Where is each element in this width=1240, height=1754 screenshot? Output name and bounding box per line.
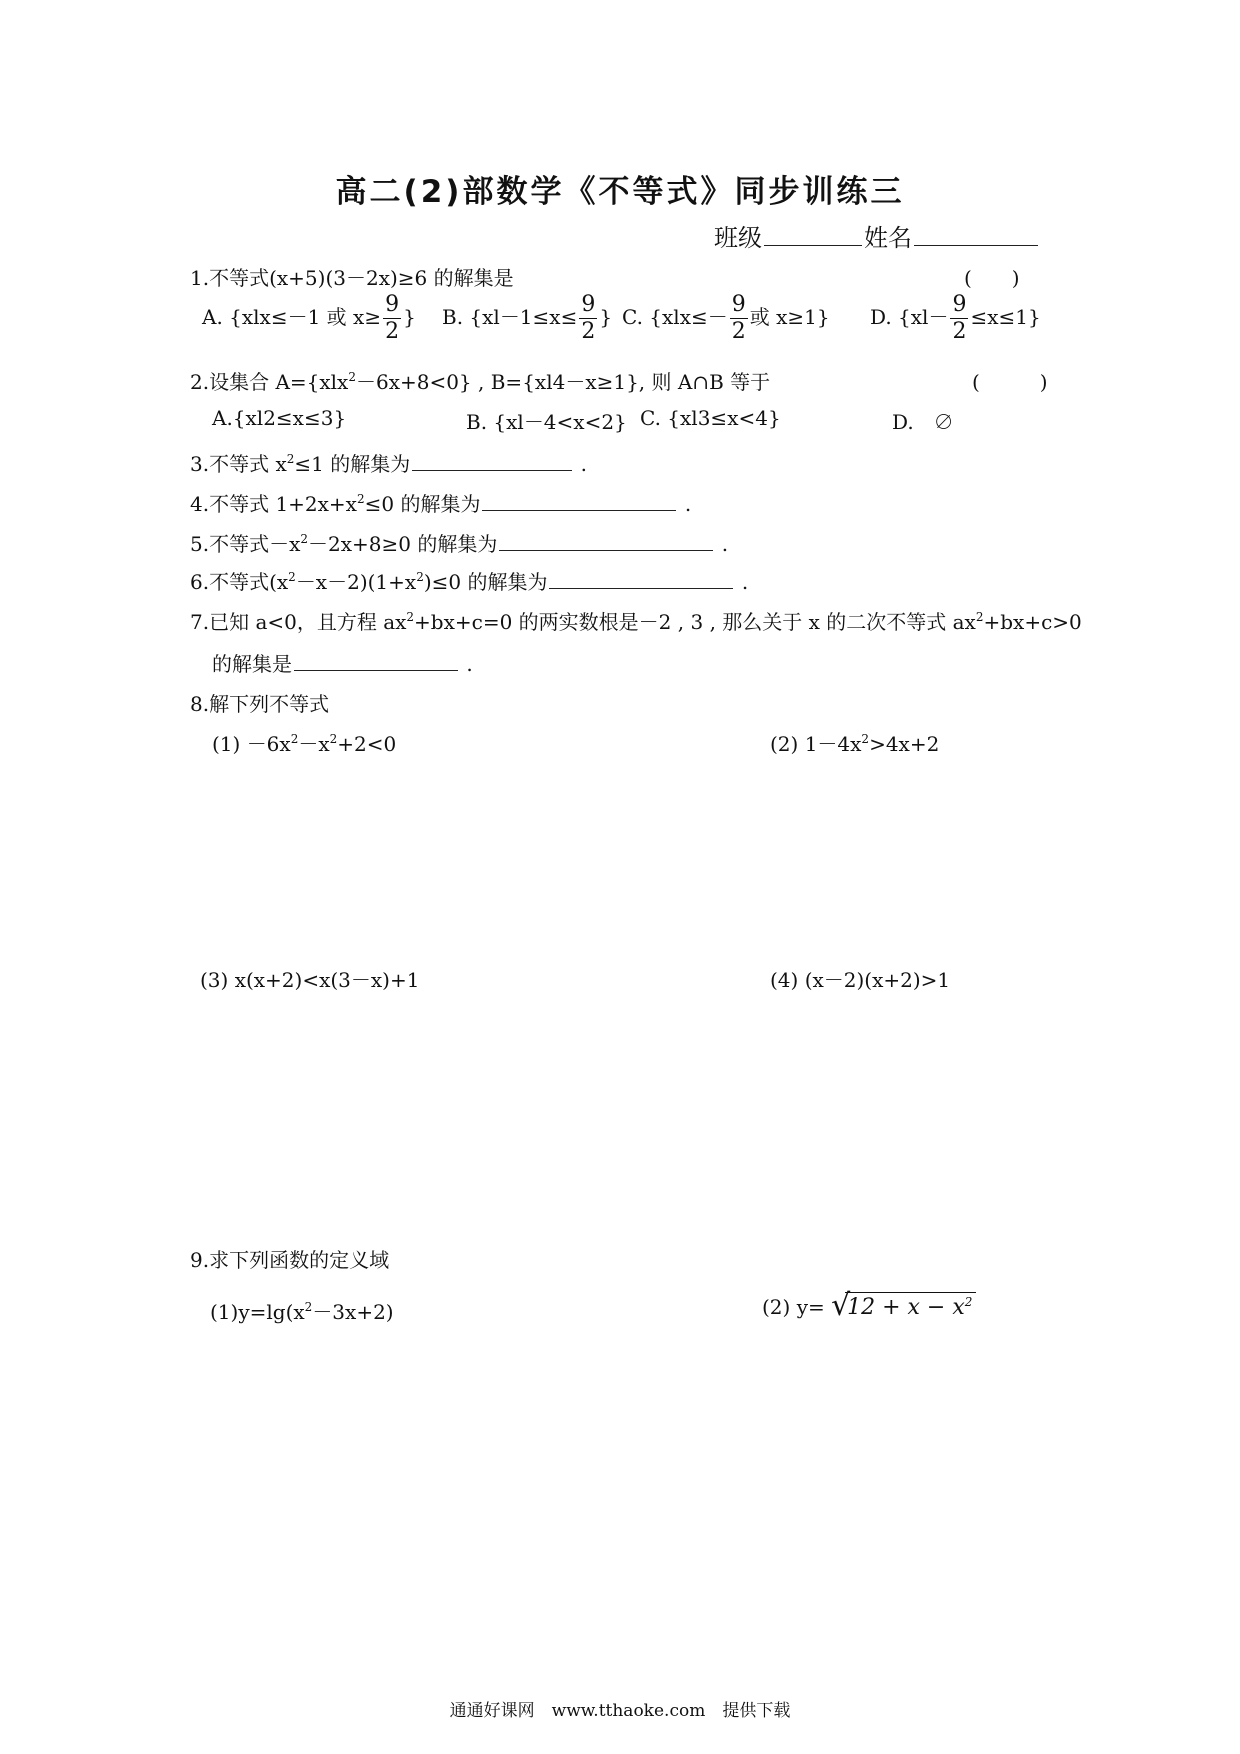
q8-part-1: $(1) -6x^2-x^2+2<0$ <box>212 732 397 756</box>
q2-stem: 2.设集合 A={xlx$^2$－6x+8<0} , B={xl4－x≥1}, 则 A∩B 等于 <box>190 370 771 394</box>
q5: 5.不等式$-x^2-2x+8\ge 0$ 的解集为 . <box>190 532 729 556</box>
q1-option-a: A. {xlx≤－1 或 x≥ $\frac{9}{2}$ } <box>202 292 416 344</box>
q1-option-b: B. {xl－1≤x≤ $\frac{9}{2}$ } <box>442 292 613 344</box>
answer-blank <box>549 568 733 589</box>
q1-stem: 1.不等式(x+5)(3－2x)≥6 的解集是 <box>190 266 514 290</box>
q2-option-d: D. ∅ <box>892 410 954 434</box>
name-blank <box>914 225 1038 246</box>
footer-text: 通通好课网 www.tthaoke.com 提供下载 <box>449 1701 791 1721</box>
q1-option-d: D. {xl－ $\frac{9}{2}$ ≤x≤1} <box>870 292 1041 344</box>
q8-stem: 8.解下列不等式 <box>190 692 330 716</box>
q4: 4.不等式 $1+2x+x^2\le 0$ 的解集为 . <box>190 492 692 516</box>
q8-part-4: (4) (x－2)(x+2)>1 <box>770 968 951 992</box>
class-blank <box>764 225 862 246</box>
q1-option-c: C. {xlx≤－ $\frac{9}{2}$ 或 x≥1} <box>622 292 830 344</box>
square-root: √ $12 + x - x^2$ <box>831 1292 976 1320</box>
q8-part-2: (2) $1-4x^2>4x+2$ <box>770 732 940 756</box>
fraction: $\frac{9}{2}$ <box>952 292 967 344</box>
q6: 6.不等式$(x^2-x-2)(1+x^2)\le 0$ 的解集为 . <box>190 570 749 594</box>
q1-answer-bracket: ( ) <box>964 266 1020 290</box>
answer-blank <box>482 490 676 511</box>
q2-option-b: B. {xl－4<x<2} <box>466 410 627 434</box>
answer-blank <box>294 650 458 671</box>
class-name-line <box>714 218 1040 253</box>
q9-part-1: $(1)y=\lg(x^2-3x+2)$ <box>210 1300 394 1324</box>
q9-part-2: (2) y= √ $12 + x - x^2$ <box>762 1292 976 1320</box>
fraction: $\frac{9}{2}$ <box>581 292 596 344</box>
fraction: $\frac{9}{2}$ <box>385 292 400 344</box>
answer-blank <box>499 530 713 551</box>
q2-option-a: A.{xl2≤x≤3} <box>212 406 347 430</box>
name-label: 姓名 <box>864 224 912 252</box>
answer-blank <box>412 450 572 471</box>
page-title: 高二(2)部数学《不等式》同步训练三 <box>335 174 905 210</box>
class-label: 班级 <box>714 224 762 252</box>
q7-line1: 7.已知 a<0，且方程 $ax^2+bx+c=0$ 的两实数根是－2 , 3 , 那么关于 x 的二次不等式 $ax^2+bx+c>0$ <box>190 610 1082 634</box>
q3: 3.不等式 $x^2\le 1$ 的解集为 . <box>190 452 587 476</box>
q2-answer-bracket: ( ) <box>972 370 1048 394</box>
fraction: $\frac{9}{2}$ <box>731 292 746 344</box>
q8-part-3: (3) x(x+2)<x(3－x)+1 <box>200 968 420 992</box>
q2-option-c: C. {xl3≤x<4} <box>640 406 781 430</box>
q7-line2: 的解集是 . <box>212 652 473 676</box>
q9-stem: 9.求下列函数的定义域 <box>190 1248 390 1272</box>
